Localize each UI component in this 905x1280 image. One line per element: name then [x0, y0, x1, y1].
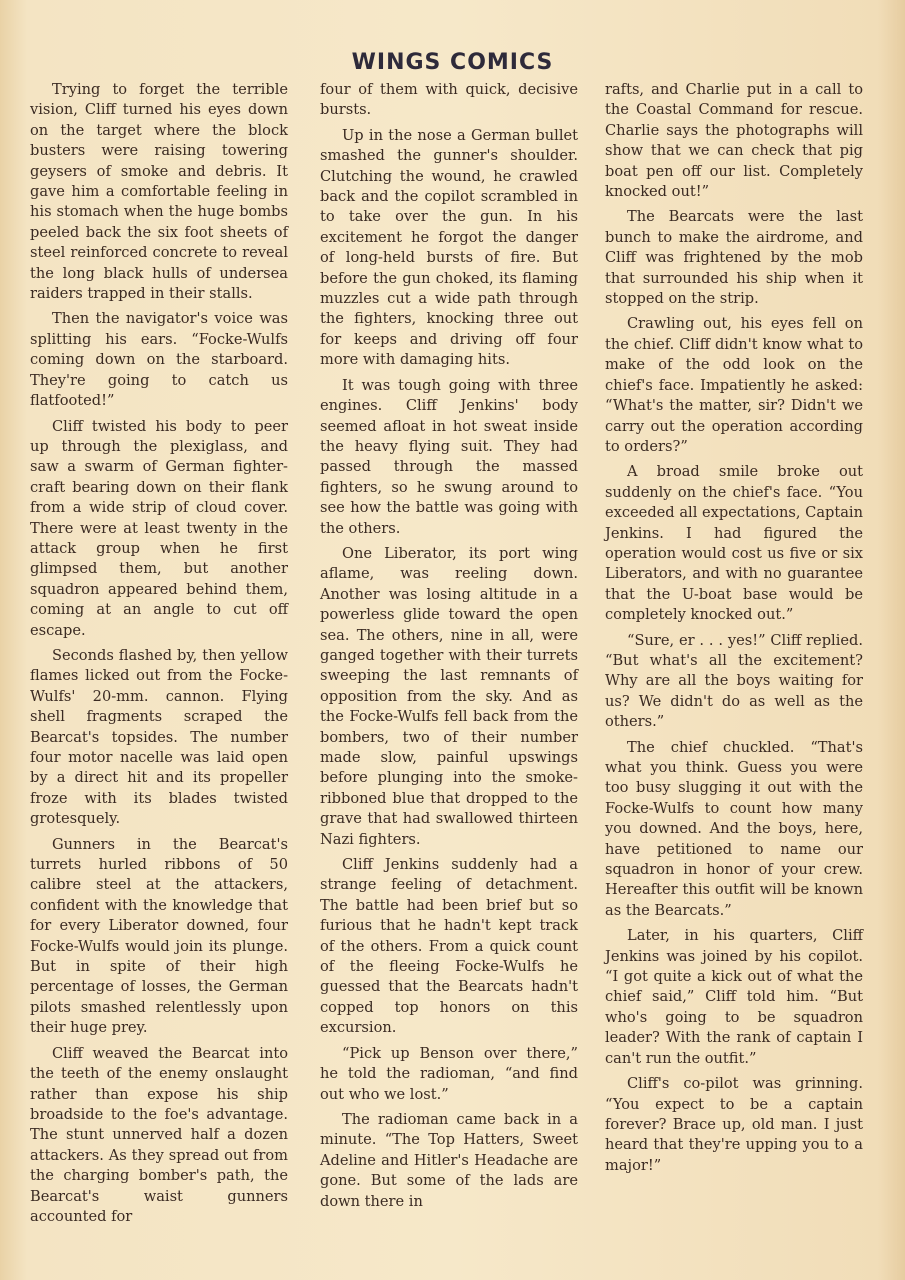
- paragraph: The chief chuckled. “That's what you think. Guess you were too busy slugging it out with the Focke-Wulfs to count how many you downed. And the boys, here, have petitioned to name our squadron in honor of your crew. Hereafter this outfit will be known as the Bearcats.”: [605, 738, 863, 919]
- paragraph: A broad smile broke out suddenly on the chief's face. “You exceeded all expectations, Captain Jenkins. I had figured the operation would cost us five or six Liberators, and with no guarantee that the U-boat base would be completely knocked out.”: [605, 463, 863, 624]
- paragraph: rafts, and Charlie put in a call to the Coastal Command for rescue. Charlie says the photographs will show that we can check that pig boat pen off our list. Completely knocked out!”: [605, 81, 863, 201]
- paragraph: Crawling out, his eyes fell on the chief. Cliff didn't know what to make of the odd look on the chief's face. Impatiently he asked: “What's the matter, sir? Didn't we carry out the operation according to orders?”: [605, 315, 863, 455]
- paragraph: “Pick up Benson over there,” he told the radioman, “and find out who we lost.”: [320, 1044, 578, 1103]
- page-title: WINGS COMICS: [351, 50, 554, 75]
- paragraph: Gunners in the Bearcat's turrets hurled ribbons of 50 calibre steel at the attackers, confident with the knowledge that for every Liberator downed, four Focke-Wulfs would join its plunge. But in spite of their high percentage of losses, the German pilots smashed relentlessly upon their huge prey.: [30, 835, 288, 1037]
- paragraph: four of them with quick, decisive bursts.: [320, 81, 578, 119]
- paragraph: The radioman came back in a minute. “The Top Hatters, Sweet Adeline and Hitler's Headache are gone. But some of the lads are down there in: [320, 1110, 578, 1210]
- paragraph: Cliff Jenkins suddenly had a strange feeling of detachment. The battle had been brief but so furious that he hadn't kept track of the others. From a quick count of the fleeing Focke-Wulfs he guessed that the Bearcats hadn't copped top honors on this excursion.: [320, 856, 578, 1037]
- paragraph: It was tough going with three engines. Cliff Jenkins' body seemed afloat in hot sweat inside the heavy flying suit. They had passed through the massed fighters, so he swung around to see how the battle was going with the others.: [320, 376, 578, 537]
- paragraph: “Sure, er . . . yes!” Cliff replied. “But what's all the excitement? Why are all the boys waiting for us? We didn't do as well as the others.”: [605, 631, 863, 731]
- paragraph: Then the navigator's voice was splitting his ears. “Focke-Wulfs coming down on the starboard. They're going to catch us flatfooted!”: [30, 310, 288, 410]
- text-column-3: [605, 80, 863, 1181]
- paragraph: The Bearcats were the last bunch to make the airdrome, and Cliff was frightened by the mob that surrounded his ship when it stopped on the strip.: [605, 208, 863, 308]
- text-column-2: [320, 80, 578, 1217]
- paragraph: Cliff twisted his body to peer up through the plexiglass, and saw a swarm of German fighter-craft bearing down on their flank from a wide strip of cloud cover. There were at least twenty in the attack group when he first glimpsed them, but another squadron appeared behind them, coming at an angle to cut off escape.: [30, 417, 288, 639]
- paragraph: Seconds flashed by, then yellow flames licked out from the Focke-Wulfs' 20-mm. cannon. Flying shell fragments scraped the Bearcat's topsides. The number four motor nacelle was laid open by a direct hit and its propeller froze with its blades twisted grotesquely.: [30, 646, 288, 828]
- text-column-1: [30, 80, 288, 1232]
- paragraph: Trying to forget the terrible vision, Cliff turned his eyes down on the target where the block busters were raising towering geysers of smoke and debris. It gave him a comfortable feeling in his stomach when the huge bombs peeled back the six foot sheets of steel reinforced concrete to reveal the long black hulls of undersea raiders trapped in their stalls.: [30, 81, 288, 303]
- paragraph: Up in the nose a German bullet smashed the gunner's shoulder. Clutching the wound, he crawled back and the copilot scrambled in to take over the gun. In his excitement he forgot the danger of long-held bursts of fire. But before the gun choked, its flaming muzzles cut a wide path through the fighters, knocking three out for keeps and driving off four more with damaging hits.: [320, 126, 578, 369]
- paragraph: One Liberator, its port wing aflame, was reeling down. Another was losing altitude in a powerless glide toward the open sea. The others, nine in all, were ganged together with their turrets sweeping the last remnants of opposition from the sky. And as the Focke-Wulfs fell back from the bombers, two of their number made slow, painful upswings before plunging into the smoke-ribboned blue that dropped to the grave that had swallowed thirteen Nazi fighters.: [320, 544, 578, 848]
- paragraph: Later, in his quarters, Cliff Jenkins was joined by his copilot. “I got quite a kick out of what the chief said,” Cliff told him. “But who's going to be squadron leader? With the rank of captain I can't run the outfit.”: [605, 927, 863, 1067]
- paragraph: Cliff's co-pilot was grinning. “You expect to be a captain forever? Brace up, old man. I just heard that they're upping you to a major!”: [605, 1075, 863, 1174]
- paragraph: Cliff weaved the Bearcat into the teeth of the enemy onslaught rather than expose his ship broadside to the foe's advantage. The stunt unnerved half a dozen attackers. As they spread out from the charging bomber's path, the Bearcat's waist gunners accounted for: [30, 1044, 288, 1225]
